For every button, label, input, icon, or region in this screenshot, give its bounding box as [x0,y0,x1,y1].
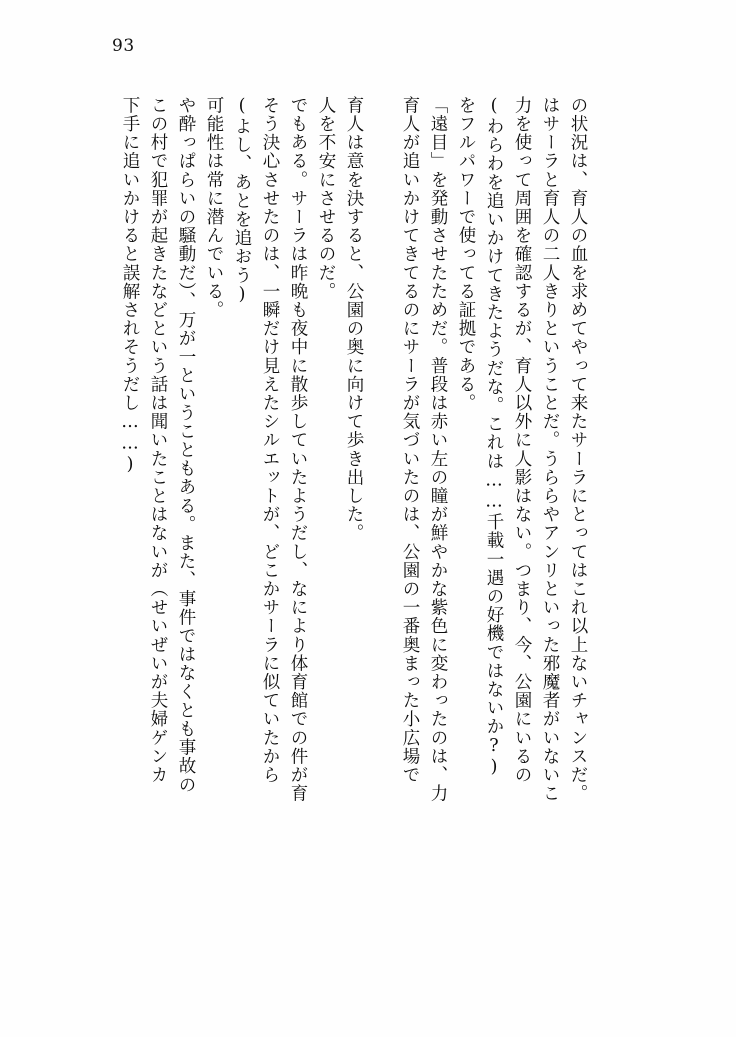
text-column: (わらわを追いかけてきたようだな。これは……千載一遇の好機ではないか?) [484,96,504,779]
text-column: や酔っぱらいの騒動だ）、万が一ということもある。また、事件ではなくとも事故の [176,96,196,795]
text-column: この村で犯罪が起きたなどという話は聞いたことはないが（せいぜいが夫婦ゲンカ [148,96,168,785]
text-column: そう決心させたのは、一瞬だけ見えたシルエットが、どこかサーラに似ていたから [260,96,280,785]
text-column: をフルパワーで使ってる証拠である。 [456,96,476,413]
text-column: 可能性は常に潜んでいる。 [204,96,224,320]
text-column: でもある。サーラは昨晩も夜中に散歩していたようだし、なにより体育館での件が育 [288,96,308,803]
vertical-text-block [110,96,650,946]
text-column [362,96,390,946]
page-number: 93 [112,36,135,56]
text-column: 下手に追いかけると誤解されそうだし……) [120,96,140,476]
text-column: 力を使って周囲を確認するが、育人以外に人影はない。つまり、今、公園にいるの [512,96,532,785]
text-column: はサーラと育人の二人きりということだ。うららやアンリといった邪魔者がいないこ [540,96,560,803]
text-column: 人を不安にさせるのだ。 [316,96,336,301]
text-column: の状況は、育人の血を求めてやって来たサーラにとってはこれ以上ないチャンスだ。 [568,96,588,803]
text-column: 「遠目」を発動させたためだ。普段は赤い左の瞳が鮮やかな紫色に変わったのは、力 [428,96,448,803]
text-column: 育人は意を決すると、公園の奥に向けて歩き出した。 [344,96,364,543]
text-column: 育人が追いかけてきてるのにサーラが気づいたのは、公園の一番奥まった小広場で [400,96,420,785]
text-column: (よし、あとを追おう) [232,96,252,306]
